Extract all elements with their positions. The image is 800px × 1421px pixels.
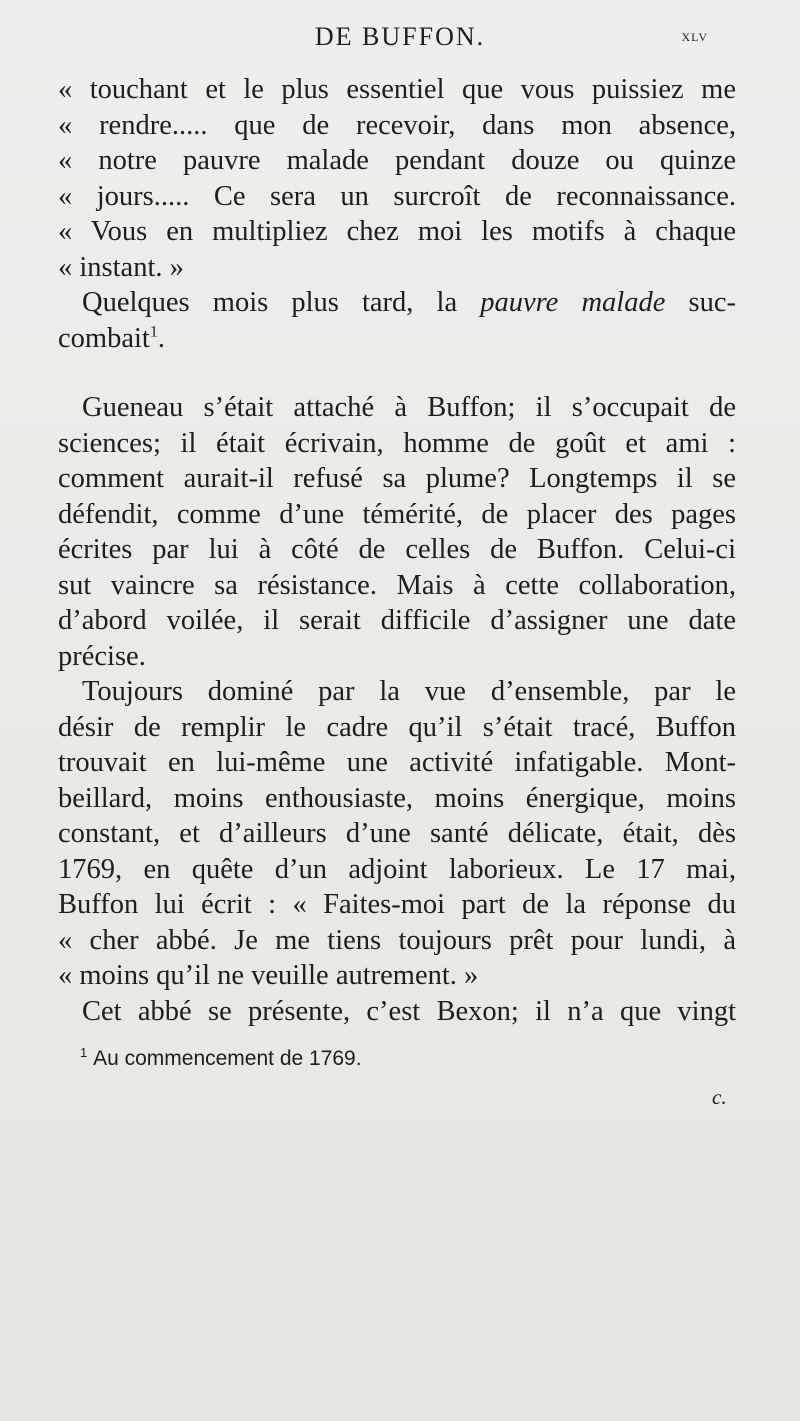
text-line: « instant. » xyxy=(58,251,184,283)
text-line: Toujours dominé par la vue d’ensemble, par le xyxy=(82,676,736,707)
footnote-reference: 1 xyxy=(149,323,158,340)
text-line: « touchant et le plus essentiel que vous puissiez me xyxy=(58,74,736,105)
text-line: précise. xyxy=(58,640,146,672)
text-line: désir de remplir le cadre qu’il s’était tracé, Buffon xyxy=(58,711,736,743)
footnote-text: Au commencement de 1769. xyxy=(93,1047,362,1070)
text-line xyxy=(58,321,736,357)
signature-mark: c. xyxy=(712,1085,727,1109)
text-line: beillard, moins enthousiaste, moins énergique, moins xyxy=(58,782,736,814)
footnote-mark: 1 xyxy=(80,1045,88,1060)
text-line: d’abord voilée, il serait difficile d’assigner une date xyxy=(58,605,736,636)
text-line: Cet abbé se présente, c’est Bexon; il n’a que vingt xyxy=(82,995,736,1027)
text-segment: . xyxy=(157,322,165,354)
text-line: constant, et d’ailleurs d’une santé délicate, était, dès xyxy=(58,818,736,849)
text-segment: suc- xyxy=(665,287,736,318)
text-line: « moins qu’il ne veuille autrement. » xyxy=(58,960,479,991)
text-segment: Quelques mois plus tard, la xyxy=(82,287,481,318)
text-line: Buffon lui écrit : « Faites-moi part de la réponse du xyxy=(58,889,736,920)
text-line: écrites par lui à côté de celles de Buffon. Celui-ci xyxy=(58,534,736,565)
text-line: « Vous en multipliez chez moi les motifs à chaque xyxy=(58,216,736,247)
running-head xyxy=(0,22,800,62)
main-text xyxy=(58,72,736,1029)
paragraph-gap xyxy=(58,356,736,390)
text-line: sut vaincre sa résistance. Mais à cette collaboration, xyxy=(58,569,736,601)
text-line: « cher abbé. Je me tiens toujours prêt pour lundi, à xyxy=(58,924,736,956)
footnote xyxy=(80,1047,362,1071)
text-line: « notre pauvre malade pendant douze ou quinze xyxy=(58,145,736,176)
text-line: défendit, comme d’une témérité, de placer des pages xyxy=(58,498,736,530)
text-line: « jours..... Ce sera un surcroît de reconnaissance. xyxy=(58,180,736,212)
emphasis-text: pauvre malade xyxy=(480,287,666,318)
text-line: sciences; il était écrivain, homme de goût et ami : xyxy=(58,427,736,459)
text-line: 1769, en quête d’un adjoint laborieux. Le 17 mai, xyxy=(58,853,736,885)
text-segment: combait xyxy=(58,322,150,354)
text-line: « rendre..... que de recevoir, dans mon absence, xyxy=(58,109,736,141)
running-title: DE BUFFON. xyxy=(314,22,486,51)
page-number: xlv xyxy=(681,26,708,45)
text-line: trouvait en lui-même une activité infatigable. Mont- xyxy=(58,747,736,778)
text-line: Gueneau s’était attaché à Buffon; il s’occupait de xyxy=(82,392,736,423)
text-line: comment aurait-il refusé sa plume? Longtemps il se xyxy=(58,463,736,494)
text-line xyxy=(58,285,736,321)
